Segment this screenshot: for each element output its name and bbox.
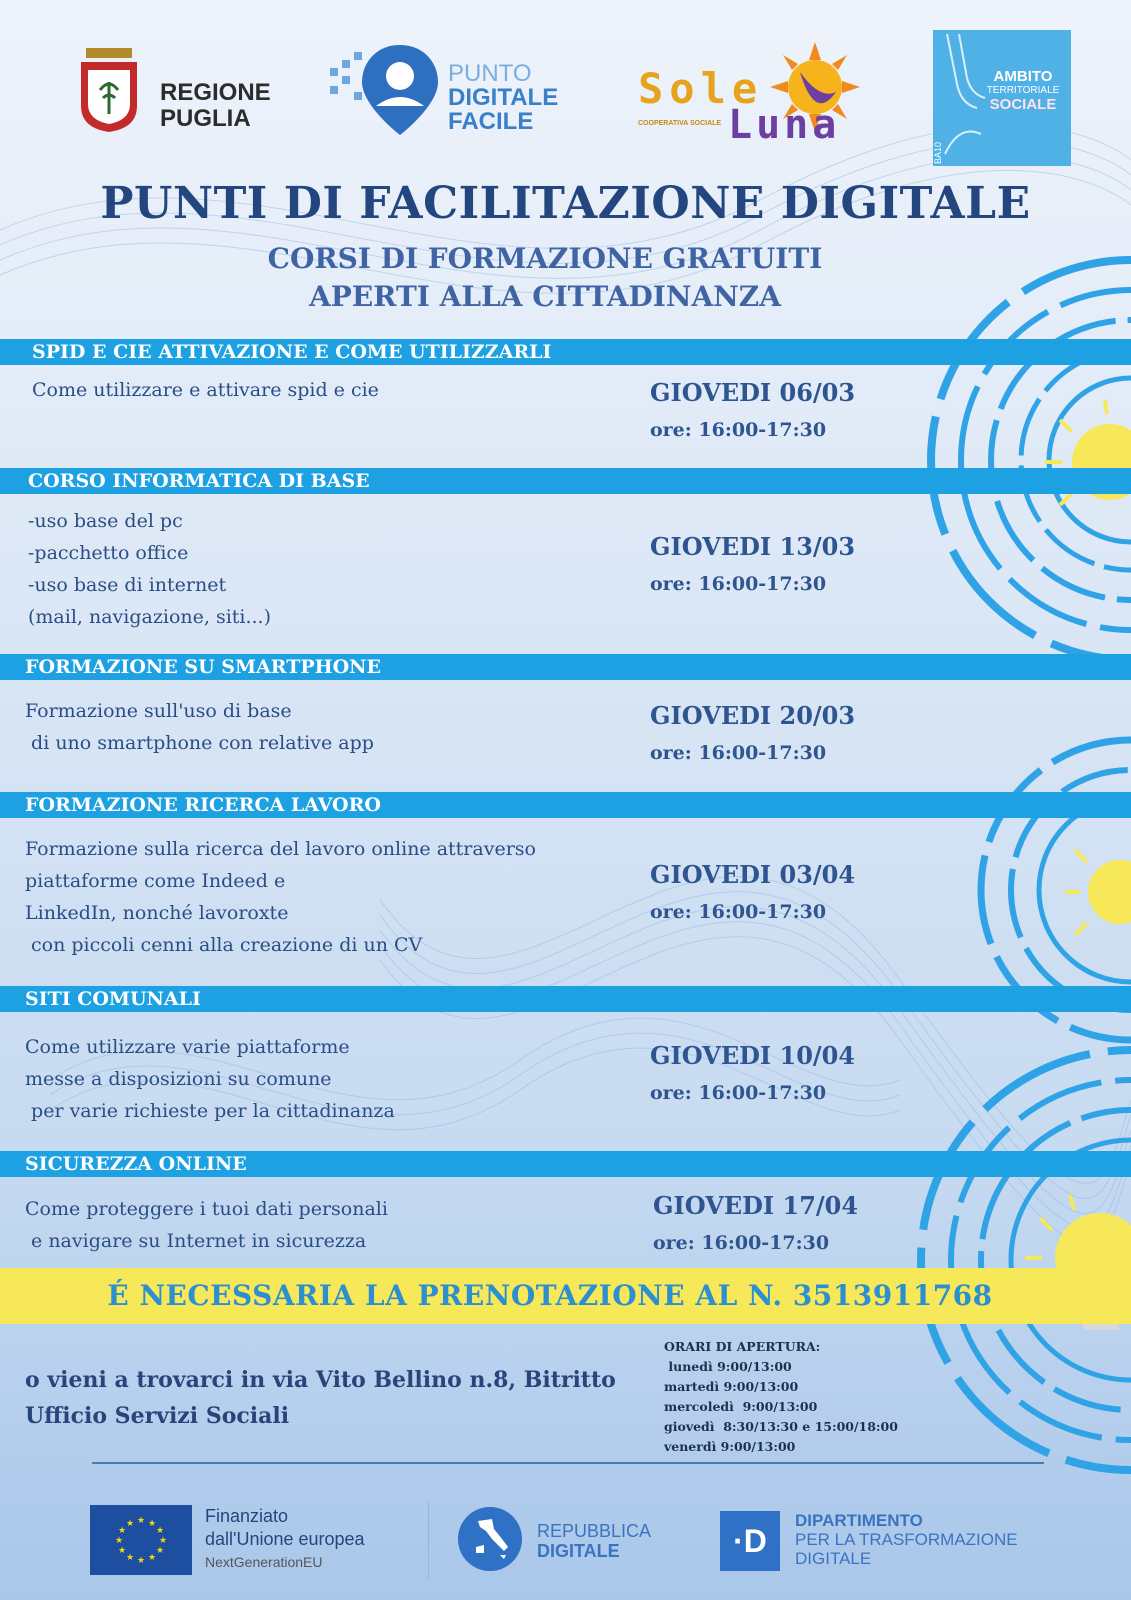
course-date: GIOVEDI 06/03 [650, 378, 856, 407]
course-title: FORMAZIONE RICERCA LAVORO [25, 794, 381, 816]
description-line: di uno smartphone con relative app [25, 732, 374, 754]
course-time: ore: 16:00-17:30 [650, 573, 827, 595]
description-line: e navigare su Internet in sicurezza [25, 1230, 367, 1252]
course-date: GIOVEDI 20/03 [650, 701, 856, 730]
course-date: GIOVEDI 13/03 [650, 532, 856, 561]
hours-line: mercoledì 9:00/13:00 [664, 1399, 818, 1414]
course-title: SICUREZZA ONLINE [25, 1153, 247, 1175]
description-line: con piccoli cenni alla creazione di un CV [25, 934, 423, 956]
location-pin-icon [330, 40, 440, 140]
pdf-label-2: DIGITALE [448, 84, 559, 111]
opening-hours [664, 1337, 898, 1457]
sole-label: Sole [638, 64, 764, 113]
subtitle-line: APERTI ALLA CITTADINANZA [309, 280, 781, 313]
repubblica-digitale-text [537, 1521, 651, 1561]
regione-puglia-logo [78, 38, 288, 138]
course-header-band [0, 339, 1131, 365]
svg-text:★: ★ [125, 1519, 135, 1529]
ambito-label-1: AMBITO [993, 68, 1053, 85]
description-line: -uso base di internet [28, 574, 227, 596]
course-time: ore: 16:00-17:30 [650, 1082, 827, 1104]
repubblica-line-2: DIGITALE [537, 1541, 620, 1561]
course-description [25, 695, 374, 759]
description-line: Formazione sulla ricerca del lavoro online attraverso [25, 838, 536, 860]
page-title: PUNTI DI FACILITAZIONE DIGITALE [100, 178, 1031, 229]
lightbulb-icon [1025, 400, 1131, 1330]
logo-row [0, 30, 1131, 170]
page-subtitle [0, 240, 1090, 316]
regione-label-2: PUGLIA [160, 105, 251, 132]
description-line: Formazione sull'uso di base [25, 700, 292, 722]
svg-text:★: ★ [147, 1519, 157, 1529]
sole-luna-logo [638, 36, 868, 154]
eu-line-1: Finanziato [205, 1506, 289, 1526]
course-date: GIOVEDI 17/04 [653, 1191, 859, 1220]
pdf-label-1: PUNTO [448, 60, 532, 87]
address-line: o vieni a trovarci in via Vito Bellino n.8, Bitritto [25, 1367, 616, 1393]
description-line: per varie richieste per la cittadinanza [25, 1100, 395, 1122]
luna-label: Luna [728, 102, 841, 148]
course-title: SITI COMUNALI [25, 988, 201, 1010]
svg-text:★: ★ [117, 1526, 127, 1536]
course-time: ore: 16:00-17:30 [653, 1232, 830, 1254]
footer-separator [428, 1501, 429, 1579]
course-time: ore: 16:00-17:30 [650, 419, 827, 441]
hours-line: venerdì 9:00/13:00 [664, 1439, 796, 1454]
ambito-code: BA10 [933, 141, 943, 164]
svg-text:★: ★ [158, 1536, 168, 1546]
course-header-band [0, 792, 1131, 818]
svg-text:★: ★ [114, 1536, 124, 1546]
ambito-territoriale-logo [933, 30, 1071, 166]
regione-shield-icon [78, 48, 140, 132]
description-line: LinkedIn, nonché lavoroxte [25, 902, 289, 924]
description-line: Come utilizzare e attivare spid e cie [32, 379, 379, 401]
pdf-label-3: FACILE [448, 108, 534, 135]
hours-line: lunedì 9:00/13:00 [664, 1359, 792, 1374]
address-block [25, 1362, 616, 1434]
booking-text: É NECESSARIA LA PRENOTAZIONE AL N. 3513911768 [107, 1279, 993, 1312]
punto-digitale-facile-logo [330, 40, 570, 140]
svg-text:★: ★ [147, 1553, 157, 1563]
course-title: CORSO INFORMATICA DI BASE [28, 470, 370, 492]
hours-line: giovedì 8:30/13:30 e 15:00/18:00 [664, 1419, 898, 1434]
course-title: FORMAZIONE SU SMARTPHONE [25, 656, 382, 678]
course-header-band [0, 468, 1131, 494]
course-description [25, 1031, 395, 1127]
ambito-label-2: TERRITORIALE [986, 85, 1060, 96]
svg-text:★: ★ [125, 1553, 135, 1563]
eu-line-3: NextGenerationEU [205, 1554, 323, 1570]
subtitle-line: CORSI DI FORMAZIONE GRATUITI [267, 242, 823, 275]
dipartimento-line-2: PER LA TRASFORMAZIONE [795, 1530, 1018, 1549]
office-name: Ufficio Servizi Sociali [25, 1403, 290, 1429]
svg-text:★: ★ [155, 1526, 165, 1536]
description-line: piattaforme come Indeed e [25, 870, 286, 892]
description-line: Come utilizzare varie piattaforme [25, 1036, 350, 1058]
description-line: Come proteggere i tuoi dati personali [25, 1198, 388, 1220]
hours-title: ORARI DI APERTURA: [664, 1339, 821, 1354]
dipartimento-text [795, 1511, 1018, 1568]
course-description [25, 833, 536, 961]
regione-label-1: REGIONE [160, 79, 271, 106]
booking-banner [0, 1268, 1131, 1324]
divider [92, 1462, 1044, 1464]
dipartimento-line-3: DIGITALE [795, 1549, 872, 1568]
course-description [32, 374, 379, 406]
ambito-label-3: SOCIALE [989, 96, 1057, 113]
description-line: (mail, navigazione, siti...) [28, 606, 272, 628]
hours-line: martedì 9:00/13:00 [664, 1379, 799, 1394]
description-line: -uso base del pc [28, 510, 183, 532]
svg-text:★: ★ [136, 1516, 146, 1526]
course-header-band [0, 1151, 1131, 1177]
course-date: GIOVEDI 03/04 [650, 860, 856, 889]
course-date: GIOVEDI 10/04 [650, 1041, 856, 1070]
dipartimento-d-icon: ·D [720, 1511, 780, 1571]
description-line: -pacchetto office [28, 542, 189, 564]
dipartimento-line-1: DIPARTIMENTO [795, 1511, 923, 1530]
italy-map-icon [458, 1507, 522, 1571]
svg-text:★: ★ [136, 1556, 146, 1566]
course-title: SPID E CIE ATTIVAZIONE E COME UTILIZZARLI [32, 341, 552, 363]
course-header-band [0, 654, 1131, 680]
repubblica-line-1: REPUBBLICA [537, 1521, 652, 1541]
description-line: messe a disposizioni su comune [25, 1068, 332, 1090]
svg-text:★: ★ [117, 1546, 127, 1556]
course-header-band [0, 986, 1131, 1012]
course-time: ore: 16:00-17:30 [650, 742, 827, 764]
coop-label: COOPERATIVA SOCIALE [638, 120, 722, 127]
course-description [28, 505, 271, 633]
eu-line-2: dall'Unione europea [205, 1529, 365, 1549]
course-time: ore: 16:00-17:30 [650, 901, 827, 923]
eu-flag-icon [90, 1505, 192, 1575]
footer [0, 1495, 1131, 1585]
course-description [25, 1193, 388, 1257]
eu-funding-text [205, 1505, 365, 1574]
svg-text:★: ★ [155, 1546, 165, 1556]
